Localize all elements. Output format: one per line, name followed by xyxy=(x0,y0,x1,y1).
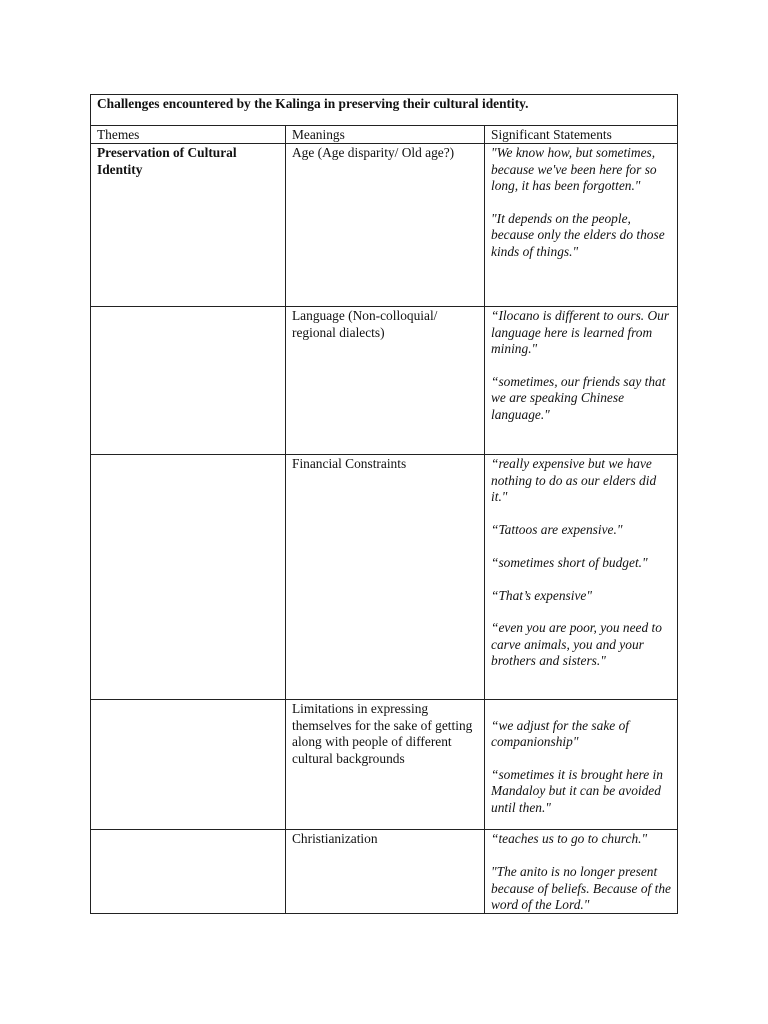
statement: “teaches us to go to church." xyxy=(491,831,648,847)
meaning-cell: Language (Non-colloquial/ regional dialects) xyxy=(286,307,485,455)
meaning-cell: Limitations in expressing themselves for the sake of getting along with people of different cultural backgrounds xyxy=(286,700,485,830)
header-row xyxy=(91,126,678,144)
theme-cell xyxy=(91,455,286,700)
statements-cell xyxy=(485,830,678,914)
theme-cell xyxy=(91,307,286,455)
table-row xyxy=(91,307,678,455)
header-themes: Themes xyxy=(91,126,286,144)
table-row xyxy=(91,144,678,307)
statement: “sometimes short of budget." xyxy=(491,554,648,570)
table-row xyxy=(91,700,678,830)
statement: “Tattoos are expensive." xyxy=(491,522,623,538)
challenges-table xyxy=(90,94,678,914)
blank-line xyxy=(491,701,671,717)
table-row xyxy=(91,830,678,914)
statement: “That’s expensive" xyxy=(491,587,592,603)
statement: “really expensive but we have nothing to do as our elders did it." xyxy=(491,456,657,505)
statement: “we adjust for the sake of companionship" xyxy=(491,717,629,750)
statements-cell xyxy=(485,307,678,455)
statement: “even you are poor, you need to carve animals, you and your brothers and sisters." xyxy=(491,620,662,669)
statements-cell xyxy=(485,700,678,830)
table-caption xyxy=(91,95,678,126)
meaning-cell: Financial Constraints xyxy=(286,455,485,700)
header-meanings: Meanings xyxy=(286,126,485,144)
theme-cell xyxy=(91,700,286,830)
meaning-cell: Christianization xyxy=(286,830,485,914)
statement: "We know how, but sometimes, because we've been here for so long, it has been forgotten." xyxy=(491,145,657,194)
theme-cell: Preservation of Cultural Identity xyxy=(91,144,286,307)
statements-cell xyxy=(485,144,678,307)
header-statements: Significant Statements xyxy=(485,126,678,144)
meaning-cell: Age (Age disparity/ Old age?) xyxy=(286,144,485,307)
theme-cell xyxy=(91,830,286,914)
statement: “Ilocano is different to ours. Our language here is learned from mining." xyxy=(491,308,670,357)
statement: “sometimes it is brought here in Mandaloy but it can be avoided until then." xyxy=(491,767,663,815)
statement: “sometimes, our friends say that we are speaking Chinese language." xyxy=(491,374,666,422)
table-row xyxy=(91,455,678,700)
statement: "It depends on the people, because only the elders do those kinds of things." xyxy=(491,211,665,259)
statement: "The anito is no longer present because of beliefs. Because of the word of the Lord." xyxy=(491,864,671,913)
table-caption-text: Challenges encountered by the Kalinga in preserving their cultural identity. xyxy=(97,96,529,111)
statements-cell xyxy=(485,455,678,700)
